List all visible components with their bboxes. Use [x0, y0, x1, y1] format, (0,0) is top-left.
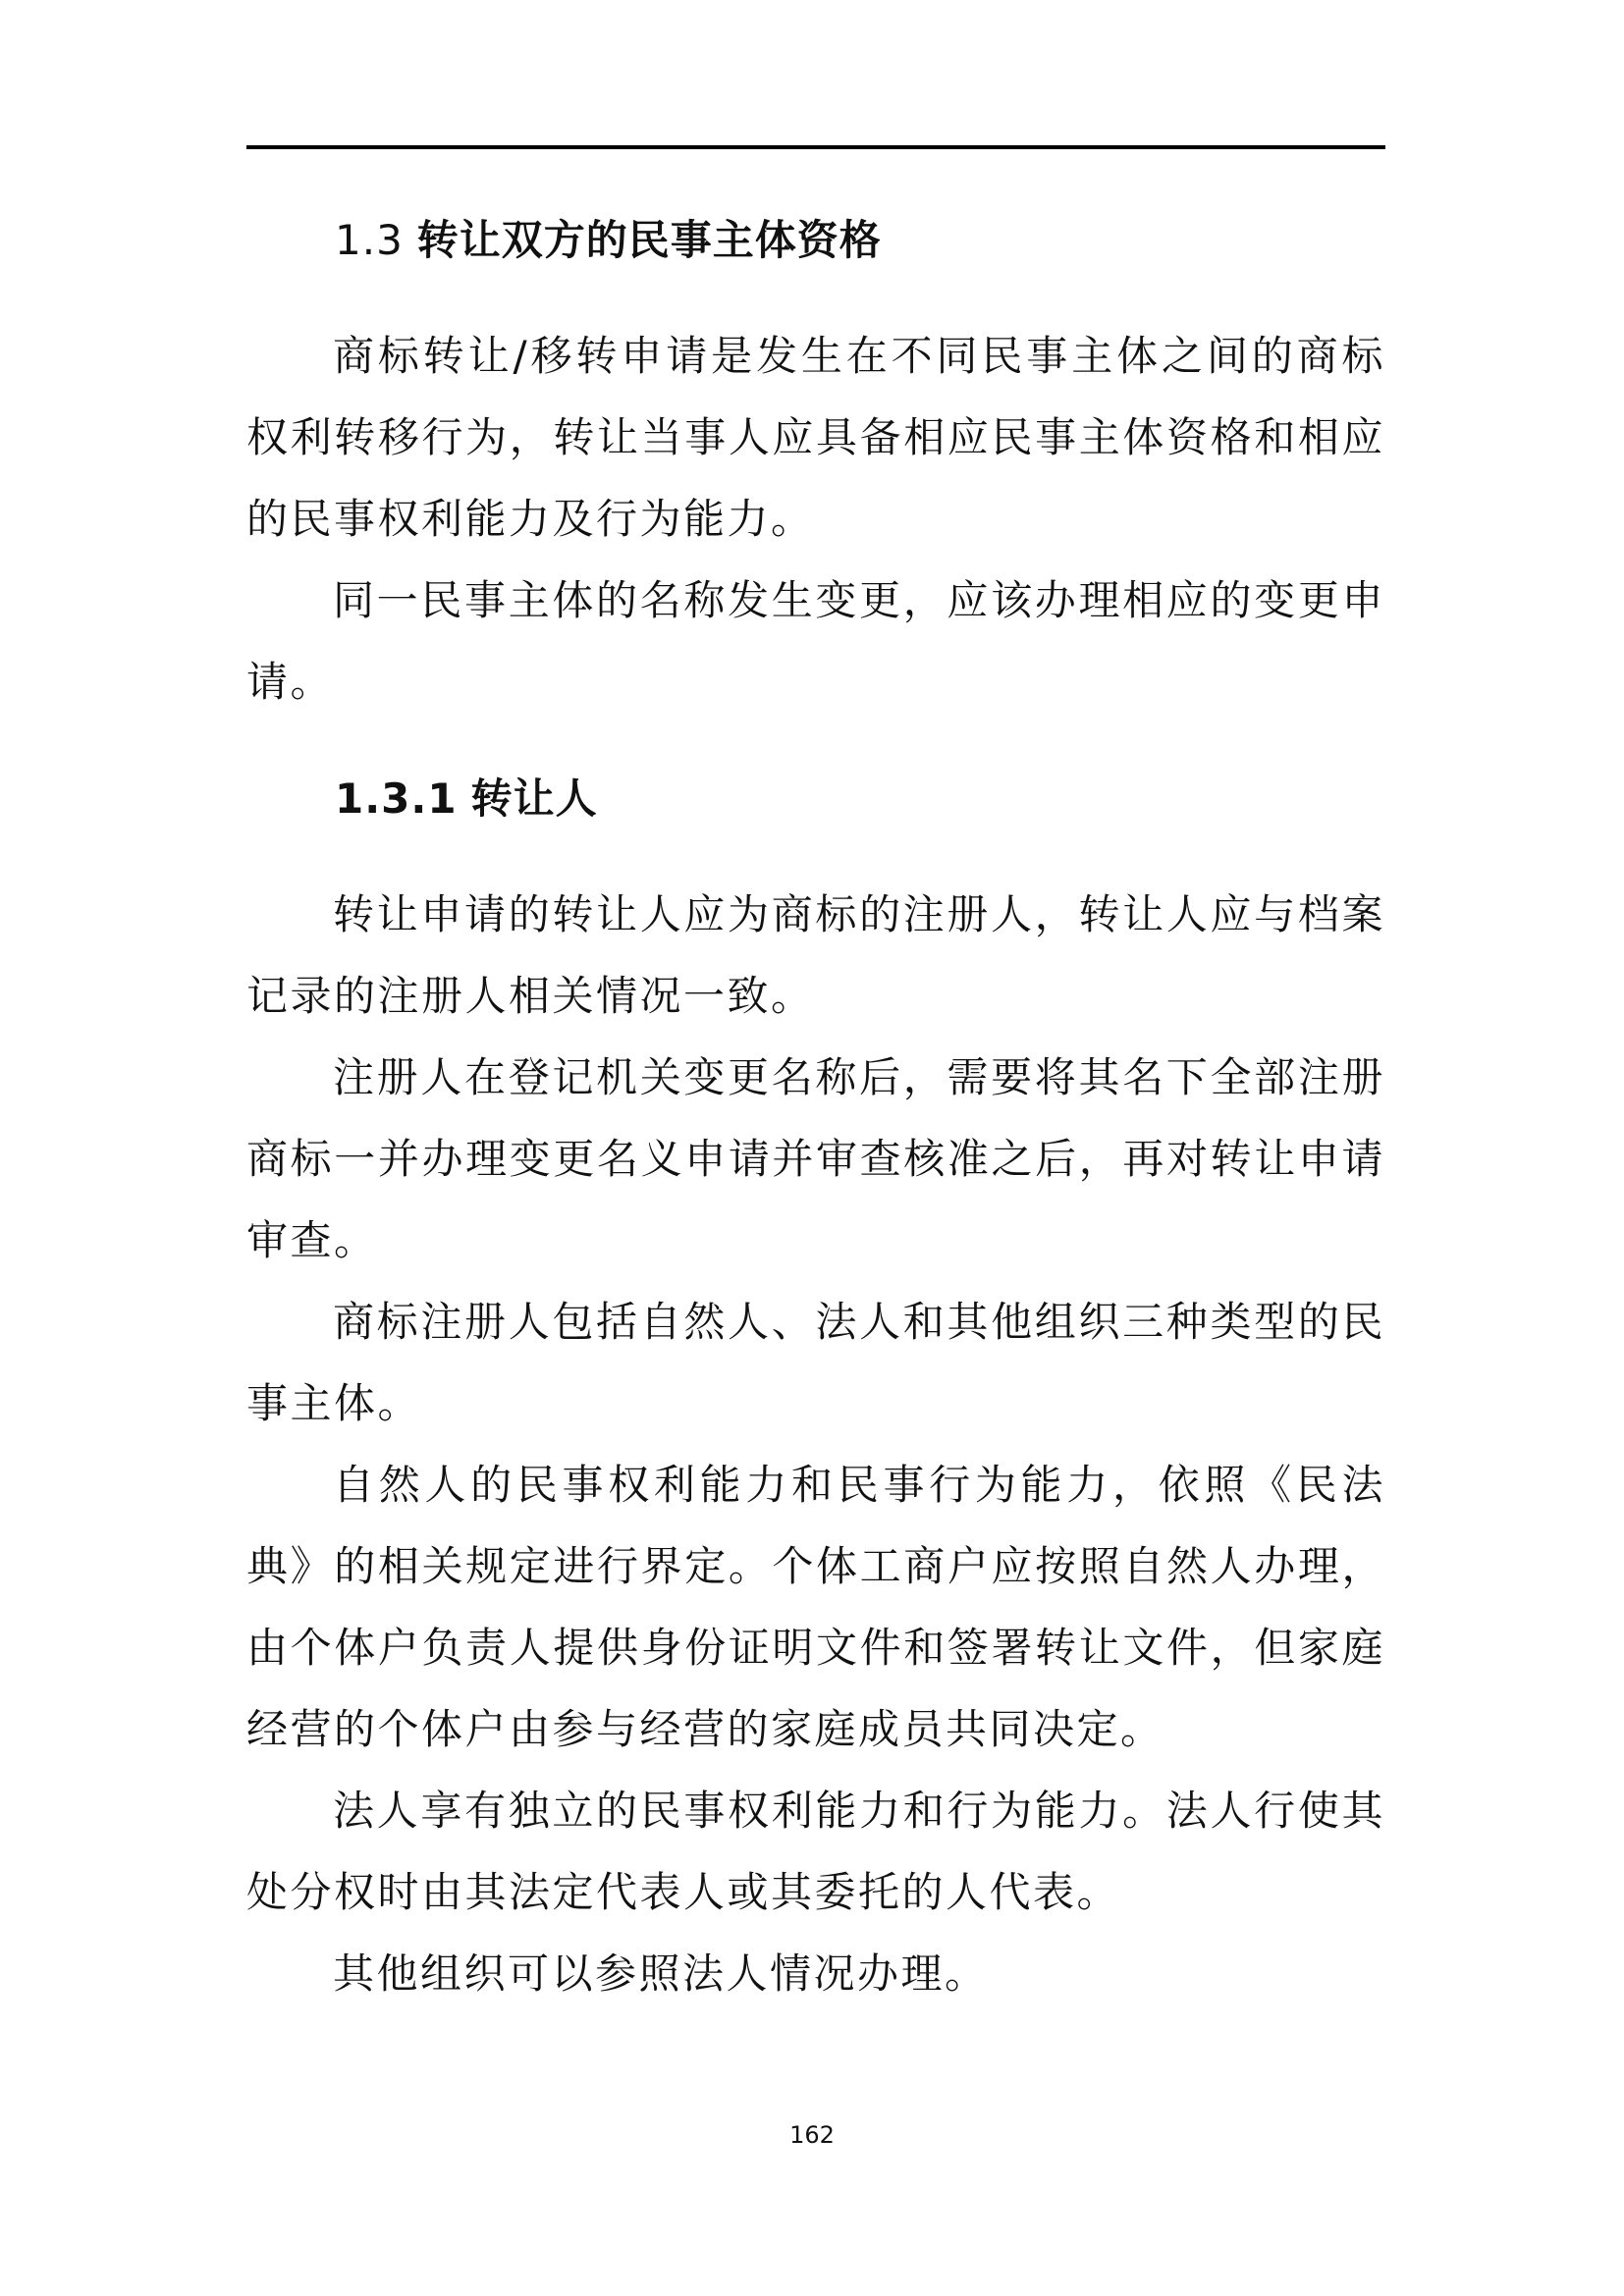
- subsection-paragraph-3: 商标注册人包括自然人、法人和其他组织三种类型的民事主体。: [246, 1298, 1385, 1427]
- page-content: [246, 211, 1385, 2014]
- subsection-paragraph-4: 自然人的民事权利能力和民事行为能力，依照《民法典》的相关规定进行界定。个体工商户应按照自然人办理，由个体户负责人提供身份证明文件和签署转让文件，但家庭经营的个体户由参与经营的家庭成员共同决定。: [246, 1461, 1385, 1753]
- subsection-title: 转让人: [470, 774, 598, 823]
- section-title: 转让双方的民事主体资格: [416, 216, 882, 264]
- section-number: 1.3: [335, 216, 404, 264]
- subsection-number: 1.3.1: [335, 774, 458, 823]
- subsection-heading: [246, 770, 1385, 828]
- subsection-paragraph-6: 其他组织可以参照法人情况办理。: [333, 1949, 989, 1998]
- page-number: 162: [789, 2121, 835, 2149]
- section-heading: [246, 211, 1385, 270]
- section-paragraph-1: 商标转让/移转申请是发生在不同民事主体之间的商标权利转移行为，转让当事人应具备相应民事主体资格和相应的民事权利能力及行为能力。: [246, 332, 1385, 543]
- subsection-paragraph-2: 注册人在登记机关变更名称后，需要将其名下全部注册商标一并办理变更名义申请并审查核准之后，再对转让申请审查。: [246, 1053, 1385, 1264]
- subsection-paragraph-5: 法人享有独立的民事权利能力和行为能力。法人行使其处分权时由其法定代表人或其委托的人代表。: [246, 1787, 1385, 1916]
- section-paragraph-2: 同一民事主体的名称发生变更，应该办理相应的变更申请。: [246, 576, 1385, 706]
- header-rule: [246, 145, 1385, 149]
- subsection-paragraph-1: 转让申请的转让人应为商标的注册人，转让人应与档案记录的注册人相关情况一致。: [246, 890, 1385, 1020]
